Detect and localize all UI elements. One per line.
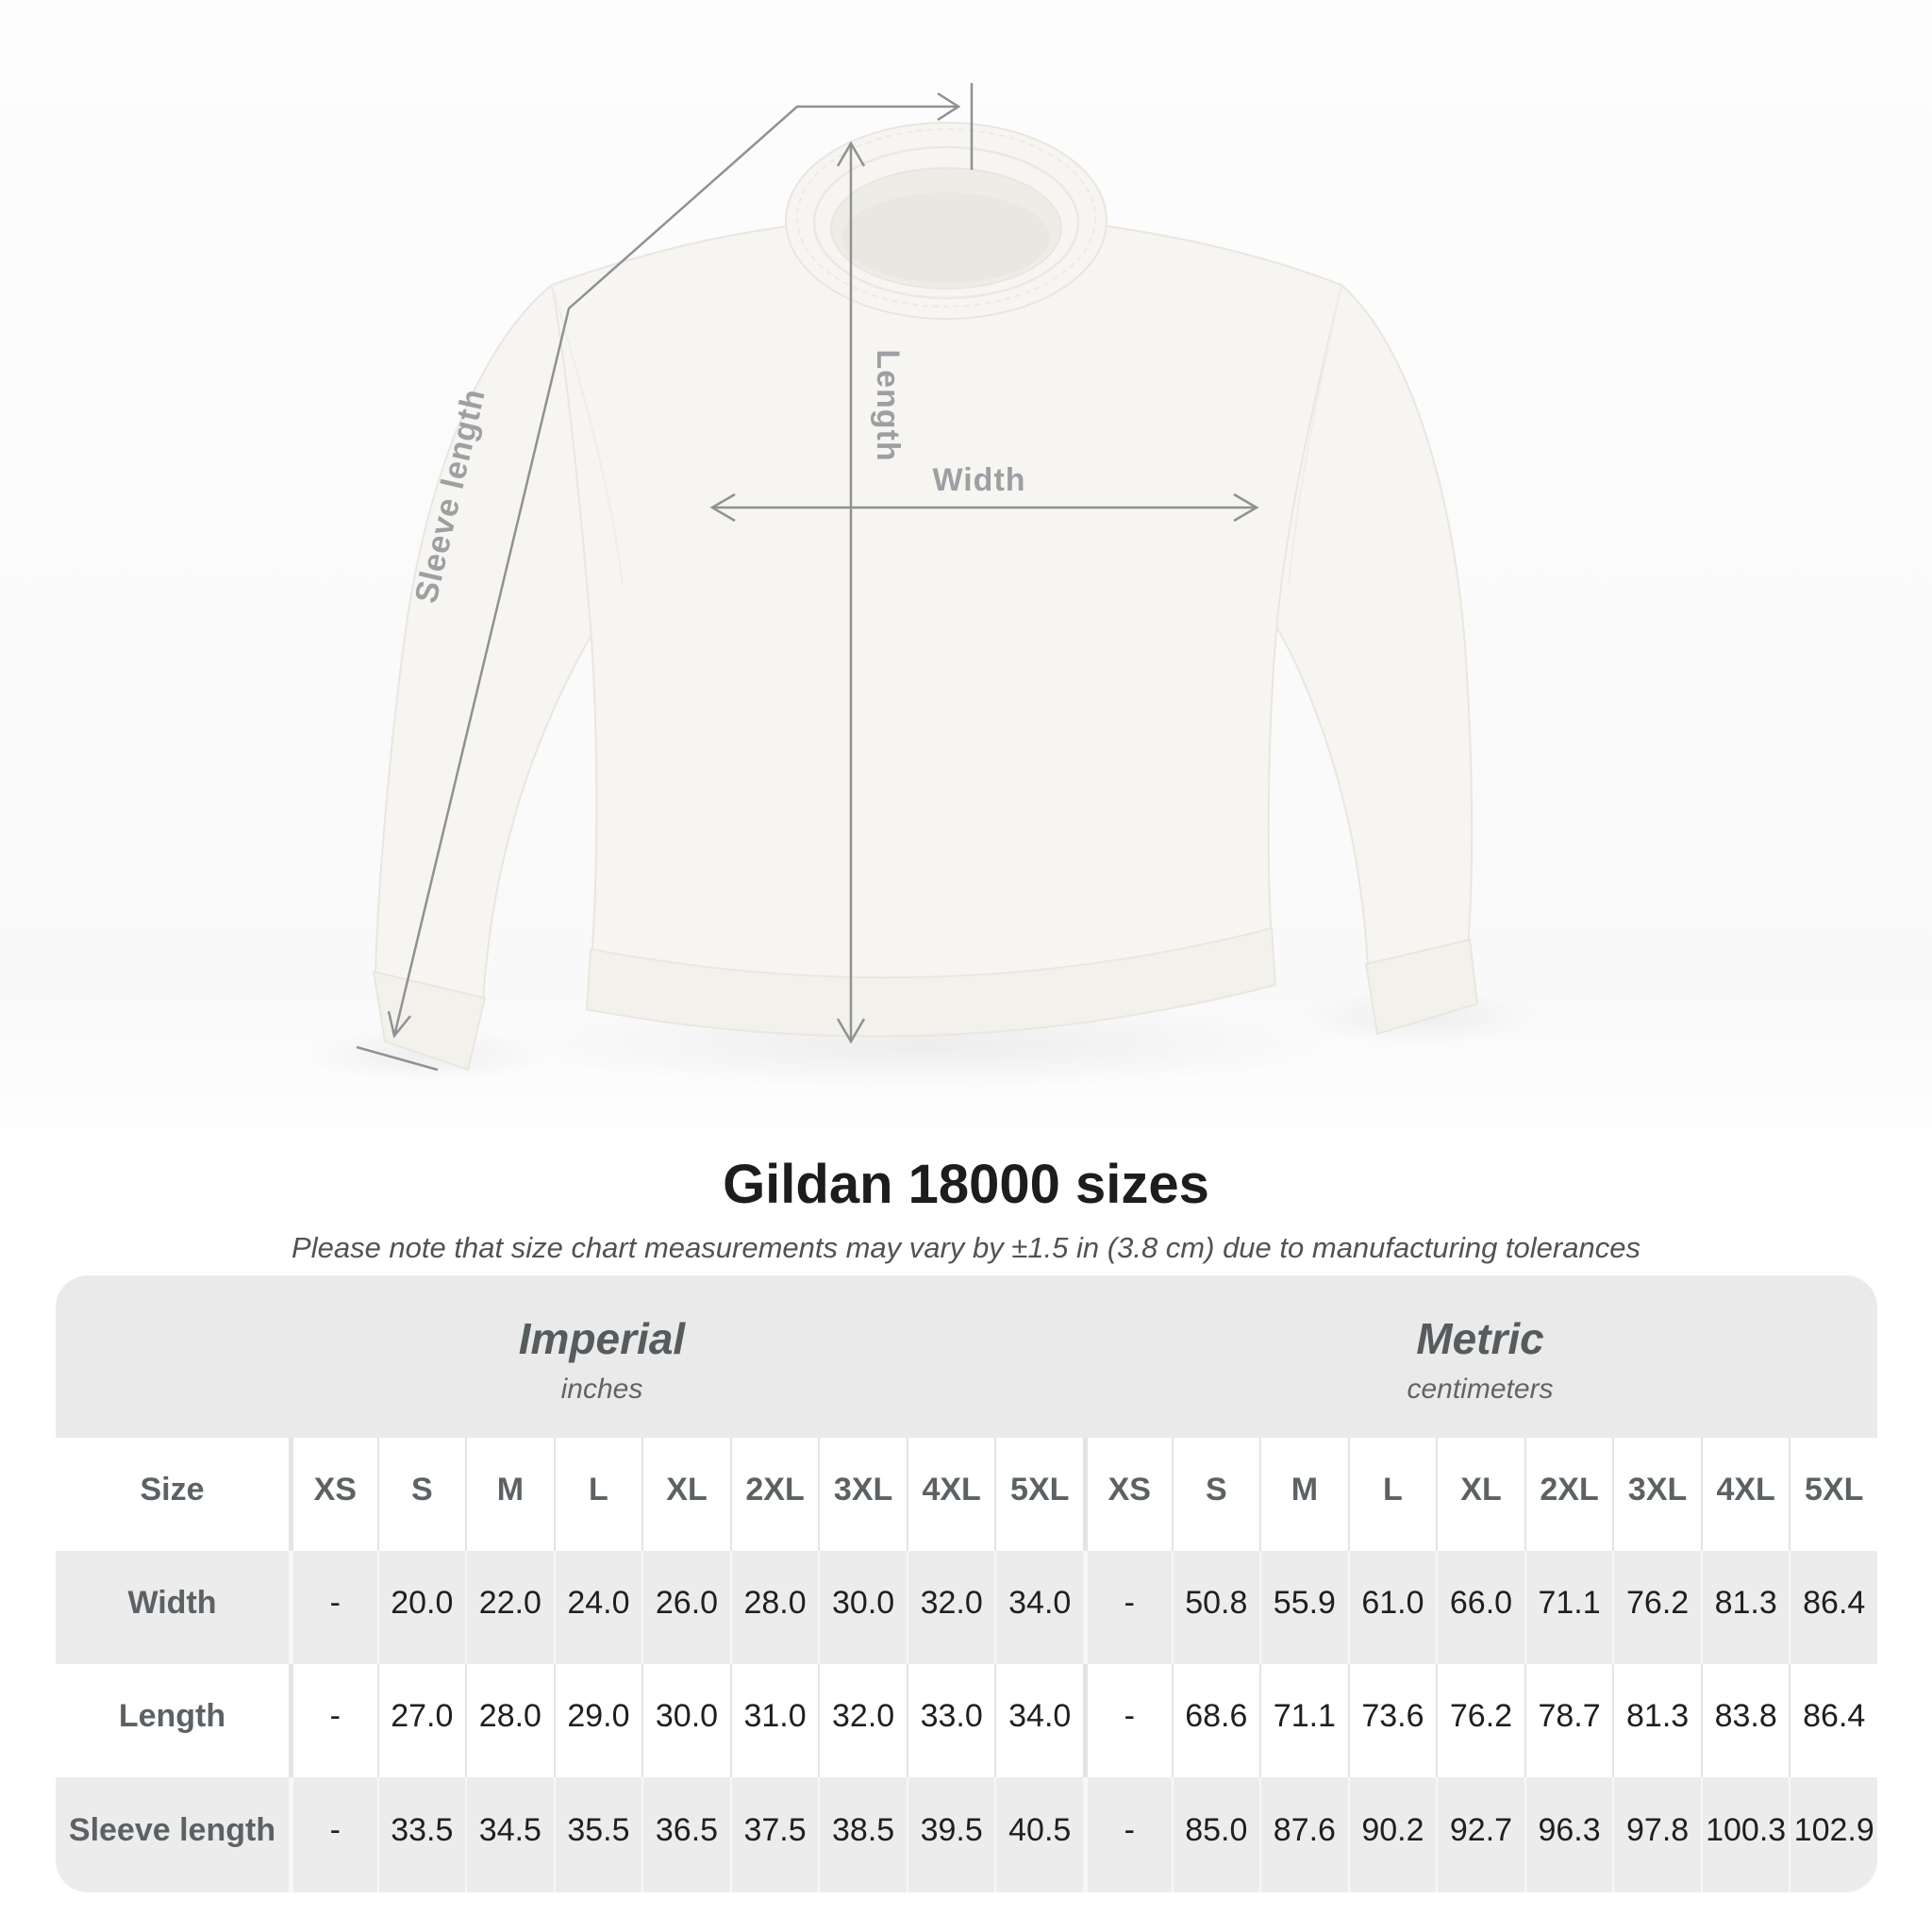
- size-header-cell: L: [554, 1438, 642, 1551]
- value-cell: 24.0: [554, 1551, 642, 1664]
- size-header-cell: XL: [641, 1438, 730, 1551]
- collar: [786, 123, 1107, 319]
- value-cell: 71.1: [1524, 1551, 1613, 1664]
- value-cell: 100.3: [1701, 1777, 1790, 1892]
- row-label-width: Width: [56, 1551, 289, 1664]
- value-cell: 31.0: [730, 1664, 819, 1777]
- value-cell: 40.5: [994, 1777, 1083, 1892]
- metric-subtitle: centimeters: [1407, 1374, 1554, 1405]
- size-header-cell: S: [1172, 1438, 1260, 1551]
- value-cell: -: [1083, 1551, 1172, 1664]
- size-header-cell: XS: [289, 1438, 377, 1551]
- value-cell: 66.0: [1436, 1551, 1524, 1664]
- size-header-cell: 2XL: [730, 1438, 819, 1551]
- value-cell: 86.4: [1789, 1551, 1877, 1664]
- value-cell: 81.3: [1612, 1664, 1701, 1777]
- value-cell: -: [289, 1551, 377, 1664]
- row-label-sleeve-length: Sleeve length: [56, 1777, 289, 1892]
- value-cell: 96.3: [1524, 1777, 1613, 1892]
- value-cell: 73.6: [1348, 1664, 1437, 1777]
- value-cell: -: [289, 1664, 377, 1777]
- value-cell: 28.0: [465, 1664, 554, 1777]
- value-cell: 32.0: [907, 1551, 995, 1664]
- value-cell: 83.8: [1701, 1664, 1790, 1777]
- size-table: [56, 1275, 1877, 1892]
- value-cell: 33.5: [377, 1777, 466, 1892]
- size-header-cell: 3XL: [1612, 1438, 1701, 1551]
- value-cell: 33.0: [907, 1664, 995, 1777]
- value-cell: 29.0: [554, 1664, 642, 1777]
- value-cell: 20.0: [377, 1551, 466, 1664]
- size-header-cell: XL: [1436, 1438, 1524, 1551]
- size-header-cell: 4XL: [907, 1438, 995, 1551]
- value-cell: 39.5: [907, 1777, 995, 1892]
- value-cell: 34.5: [465, 1777, 554, 1892]
- value-cell: 86.4: [1789, 1664, 1877, 1777]
- size-header-cell: 5XL: [1789, 1438, 1877, 1551]
- body: [552, 215, 1341, 1037]
- size-header-cell: M: [1259, 1438, 1348, 1551]
- metric-title: Metric: [1416, 1314, 1544, 1363]
- value-cell: 61.0: [1348, 1551, 1437, 1664]
- size-header-cell: 3XL: [818, 1438, 907, 1551]
- unit-band-spacer: [56, 1275, 289, 1438]
- value-cell: 34.0: [994, 1551, 1083, 1664]
- value-cell: 35.5: [554, 1777, 642, 1892]
- value-cell: 26.0: [641, 1551, 730, 1664]
- value-cell: 92.7: [1436, 1777, 1524, 1892]
- value-cell: 30.0: [641, 1664, 730, 1777]
- page-title: Gildan 18000 sizes: [723, 1154, 1209, 1215]
- value-cell: 28.0: [730, 1551, 819, 1664]
- value-cell: 30.0: [818, 1551, 907, 1664]
- value-cell: 34.0: [994, 1664, 1083, 1777]
- length-label: Length: [870, 349, 906, 462]
- value-cell: 102.9: [1789, 1777, 1877, 1892]
- value-cell: -: [1083, 1664, 1172, 1777]
- value-cell: 68.6: [1172, 1664, 1260, 1777]
- value-cell: 55.9: [1259, 1551, 1348, 1664]
- value-cell: 97.8: [1612, 1777, 1701, 1892]
- value-cell: 22.0: [465, 1551, 554, 1664]
- value-cell: 37.5: [730, 1777, 819, 1892]
- metric-header: [1083, 1275, 1877, 1438]
- value-cell: 85.0: [1172, 1777, 1260, 1892]
- sleeve-length-label: Sleeve length: [408, 385, 492, 607]
- value-cell: -: [1083, 1777, 1172, 1892]
- size-header-cell: L: [1348, 1438, 1437, 1551]
- width-label: Width: [932, 462, 1026, 498]
- row-label-length: Length: [56, 1664, 289, 1777]
- value-cell: 87.6: [1259, 1777, 1348, 1892]
- value-cell: 71.1: [1259, 1664, 1348, 1777]
- imperial-subtitle: inches: [560, 1374, 643, 1405]
- size-header-cell: 5XL: [994, 1438, 1083, 1551]
- size-column-header: Size: [56, 1438, 289, 1551]
- size-header-cell: 2XL: [1524, 1438, 1613, 1551]
- imperial-header: [289, 1275, 1083, 1438]
- value-cell: 32.0: [818, 1664, 907, 1777]
- value-cell: -: [289, 1777, 377, 1892]
- value-cell: 38.5: [818, 1777, 907, 1892]
- value-cell: 50.8: [1172, 1551, 1260, 1664]
- imperial-title: Imperial: [518, 1314, 686, 1363]
- value-cell: 90.2: [1348, 1777, 1437, 1892]
- value-cell: 27.0: [377, 1664, 466, 1777]
- value-cell: 76.2: [1612, 1551, 1701, 1664]
- value-cell: 76.2: [1436, 1664, 1524, 1777]
- size-header-cell: M: [465, 1438, 554, 1551]
- page-subtitle: Please note that size chart measurements may vary by ±1.5 in (3.8 cm) due to manufacturing tolerances: [291, 1231, 1641, 1264]
- value-cell: 81.3: [1701, 1551, 1790, 1664]
- size-header-cell: 4XL: [1701, 1438, 1790, 1551]
- value-cell: 78.7: [1524, 1664, 1613, 1777]
- size-header-cell: XS: [1083, 1438, 1172, 1551]
- value-cell: 36.5: [641, 1777, 730, 1892]
- size-header-cell: S: [377, 1438, 466, 1551]
